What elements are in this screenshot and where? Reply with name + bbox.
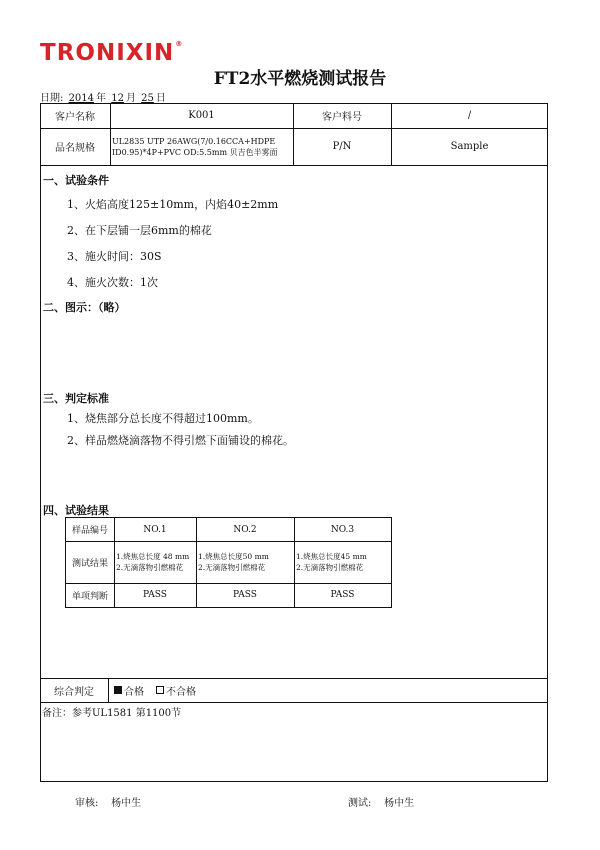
test-signature [348,794,414,809]
overall-col-divider [108,678,109,702]
condition-item: 2、在下层铺一层6mm的棉花 [67,224,212,237]
condition-item: 3、施火时间：30S [67,250,162,263]
result-length: 1.烧焦总长度 48 mm [116,552,190,561]
product-spec-line2: ID0.95)*4P+PVC OD:5.5mm 贝吉色半雾面 [112,147,278,157]
customer-part-value: / [467,110,472,121]
pass-checkbox[interactable] [114,686,122,694]
sample-result [116,551,189,573]
product-spec-value [112,128,292,165]
review-label: 审核: [75,798,99,809]
condition-item: 4、施火次数：1次 [67,276,158,289]
sample-result [198,551,269,573]
review-signature [75,794,141,809]
customer-name-label: 客户名称 [55,112,95,123]
registered-mark: ® [175,40,184,48]
date-month: 12 [111,93,124,104]
condition-item: 1、火焰高度125±10mm，内焰40±2mm [67,198,279,211]
test-label: 测试: [348,798,372,809]
sample-verdict: PASS [330,590,355,600]
result-cotton: 2.无滴落物引燃棉花 [198,563,266,572]
date-label: 日期: [40,93,64,104]
test-name: 杨中生 [384,798,415,809]
sample-verdict: PASS [143,590,167,600]
date-year-unit: 年 [96,93,107,104]
sample-no: NO.2 [233,524,257,535]
report-title: FT2水平燃烧测试报告 [213,69,387,89]
sample-result [296,551,367,573]
results-heading: 四、试验结果 [43,504,109,517]
overall-options [114,678,196,702]
pn-value: Sample [450,141,489,152]
customer-part-label: 客户料号 [322,112,362,123]
pn-label: P/N [332,141,352,152]
fail-checkbox[interactable] [156,686,164,694]
product-spec-label: 品名规格 [55,143,95,154]
customer-name-value: K001 [188,110,215,121]
remarks: 备注：参考UL1581 第1100节 [42,707,182,719]
pass-option-label: 合格 [124,686,144,698]
results-table [65,517,392,608]
fail-option-label: 不合格 [166,686,196,698]
criteria-item: 1、烧焦部分总长度不得超过100mm。 [67,412,259,425]
report-date [40,89,166,104]
date-day: 25 [141,93,154,104]
date-month-unit: 月 [125,93,136,104]
result-length: 1.烧焦总长度50 mm [198,552,269,561]
sample-no: NO.3 [330,524,355,535]
info-table-bottom [40,165,548,166]
result-cotton: 2.无滴落物引燃棉花 [296,563,364,572]
product-spec-line1: UL2835 UTP 26AWG(7/0.16CCA+HDPE [112,136,276,146]
sample-no-label: 样品编号 [71,526,108,536]
result-length: 1.烧焦总长度45 mm [296,552,367,561]
date-year: 2014 [68,93,95,104]
test-result-label: 测试结果 [71,558,108,569]
result-cotton: 2.无滴落物引燃棉花 [116,563,184,572]
company-logo [40,40,183,66]
criteria-item: 2、样品燃烧滴落物不得引燃下面铺设的棉花。 [67,434,294,447]
criteria-heading: 三、判定标准 [43,392,109,405]
conditions-heading: 一、试验条件 [43,174,109,187]
review-name: 杨中生 [111,798,142,809]
sample-verdict: PASS [233,590,257,600]
logo-text: TRONIXIN [40,40,175,66]
diagram-heading: 二、图示：（略） [43,301,126,314]
date-day-unit: 日 [155,93,166,104]
sample-no: NO.1 [143,524,167,535]
verdict-label: 单项判断 [71,591,108,602]
overall-label: 综合判定 [54,686,94,698]
